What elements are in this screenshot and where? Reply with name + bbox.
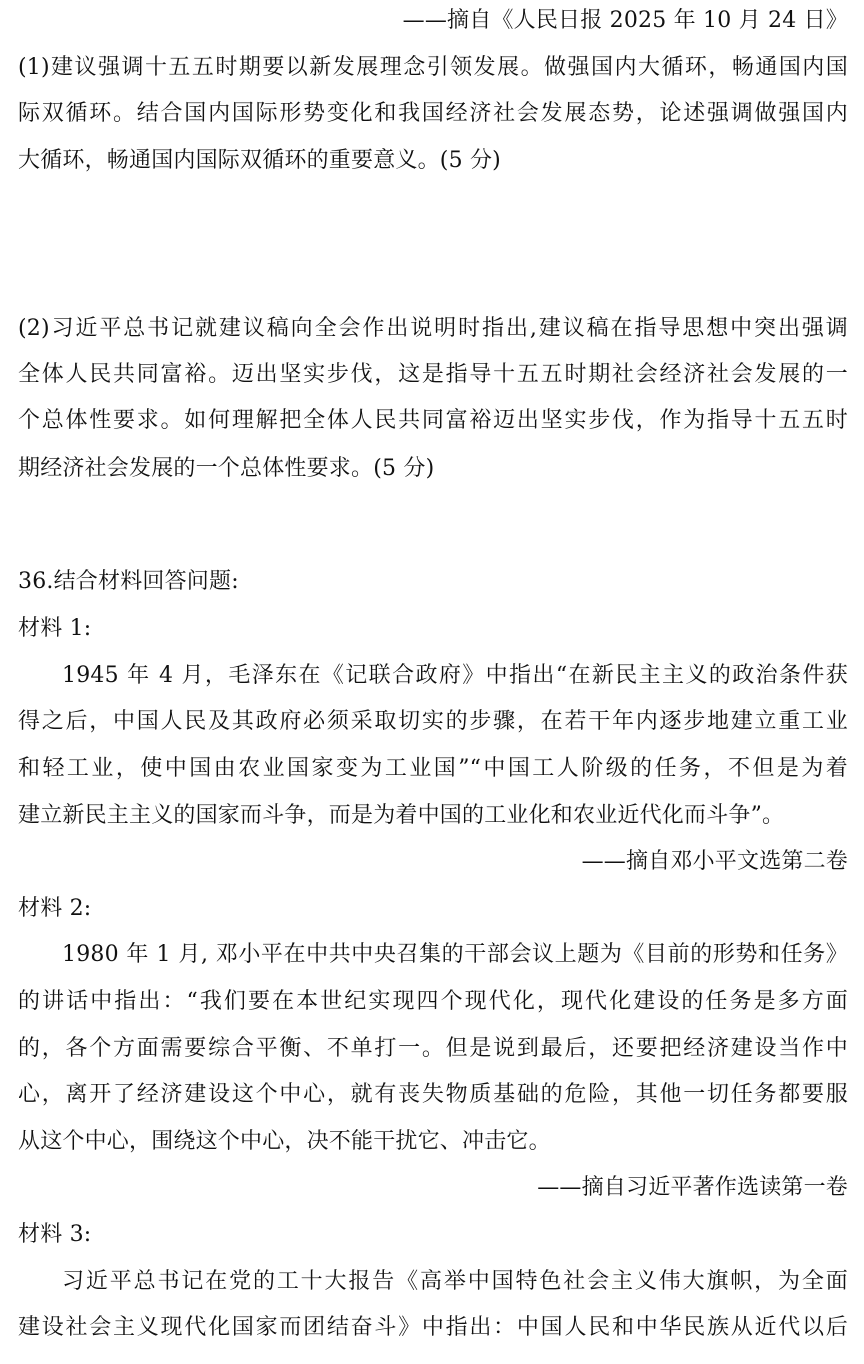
question-2-line: 全体人民共同富裕。迈出坚实步伐，这是指导十五五时期社会经济社会发展的一 [18,362,848,387]
source-citation: ——摘自《人民日报 2025 年 10 月 24 日》 [402,8,848,33]
material-2-source: ——摘自习近平著作选读第一卷 [537,1175,848,1200]
material-3-line: 习近平总书记在党的工十大报告《高举中国特色社会主义伟大旗帜，为全面 [62,1269,848,1294]
material-1-line: 得之后，中国人民及其政府必须采取切实的步骤，在若干年内逐步地建立重工业 [18,709,848,734]
material-1-source: ——摘自邓小平文选第二卷 [581,849,848,874]
material-3-label: 材料 3: [18,1222,92,1247]
material-2-line: 1980 年 1 月, 邓小平在中共中央召集的干部会议上题为《目前的形势和任务》 [62,942,848,967]
question-36-title: 36.结合材料回答问题: [18,569,239,594]
material-2-line: 从这个中心，围绕这个中心，决不能干扰它、冲击它。 [18,1129,551,1154]
material-3-line: 建设社会主义现代化国家而团结奋斗》中指出：中国人民和中华民族从近代以后 [18,1315,848,1340]
question-2-line: 个总体性要求。如何理解把全体人民共同富裕迈出坚实步伐，作为指导十五五时 [18,408,848,433]
material-1-line: 建立新民主主义的国家而斗争，而是为着中国的工业化和农业近代化而斗争”。 [18,803,785,828]
question-1-line: 大循环，畅通国内国际双循环的重要意义。(5 分) [18,148,501,173]
question-1-line: (1)建议强调十五五时期要以新发展理念引领发展。做强国内大循环，畅通国内国 [18,55,848,80]
material-2-label: 材料 2: [18,896,92,921]
question-2-line: 期经济社会发展的一个总体性要求。(5 分) [18,456,435,481]
material-2-line: 的，各个方面需要综合平衡、不单打一。但是说到最后，还要把经济建设当作中 [18,1036,848,1061]
question-1-line: 际双循环。结合国内国际形势变化和我国经济社会发展态势，论述强调做强国内 [18,101,848,126]
question-2-line: (2)习近平总书记就建议稿向全会作出说明时指出,建议稿在指导思想中突出强调 [18,316,848,341]
material-1-label: 材料 1: [18,616,92,641]
material-2-line: 心，离开了经济建设这个中心，就有丧失物质基础的危险，其他一切任务都要服 [18,1082,848,1107]
material-1-line: 1945 年 4 月，毛泽东在《记联合政府》中指出“在新民主主义的政治条件获 [62,663,848,688]
material-1-line: 和轻工业，使中国由农业国家变为工业国”“中国工人阶级的任务，不但是为着 [18,756,848,781]
material-2-line: 的讲话中指出：“我们要在本世纪实现四个现代化，现代化建设的任务是多方面 [18,989,848,1014]
